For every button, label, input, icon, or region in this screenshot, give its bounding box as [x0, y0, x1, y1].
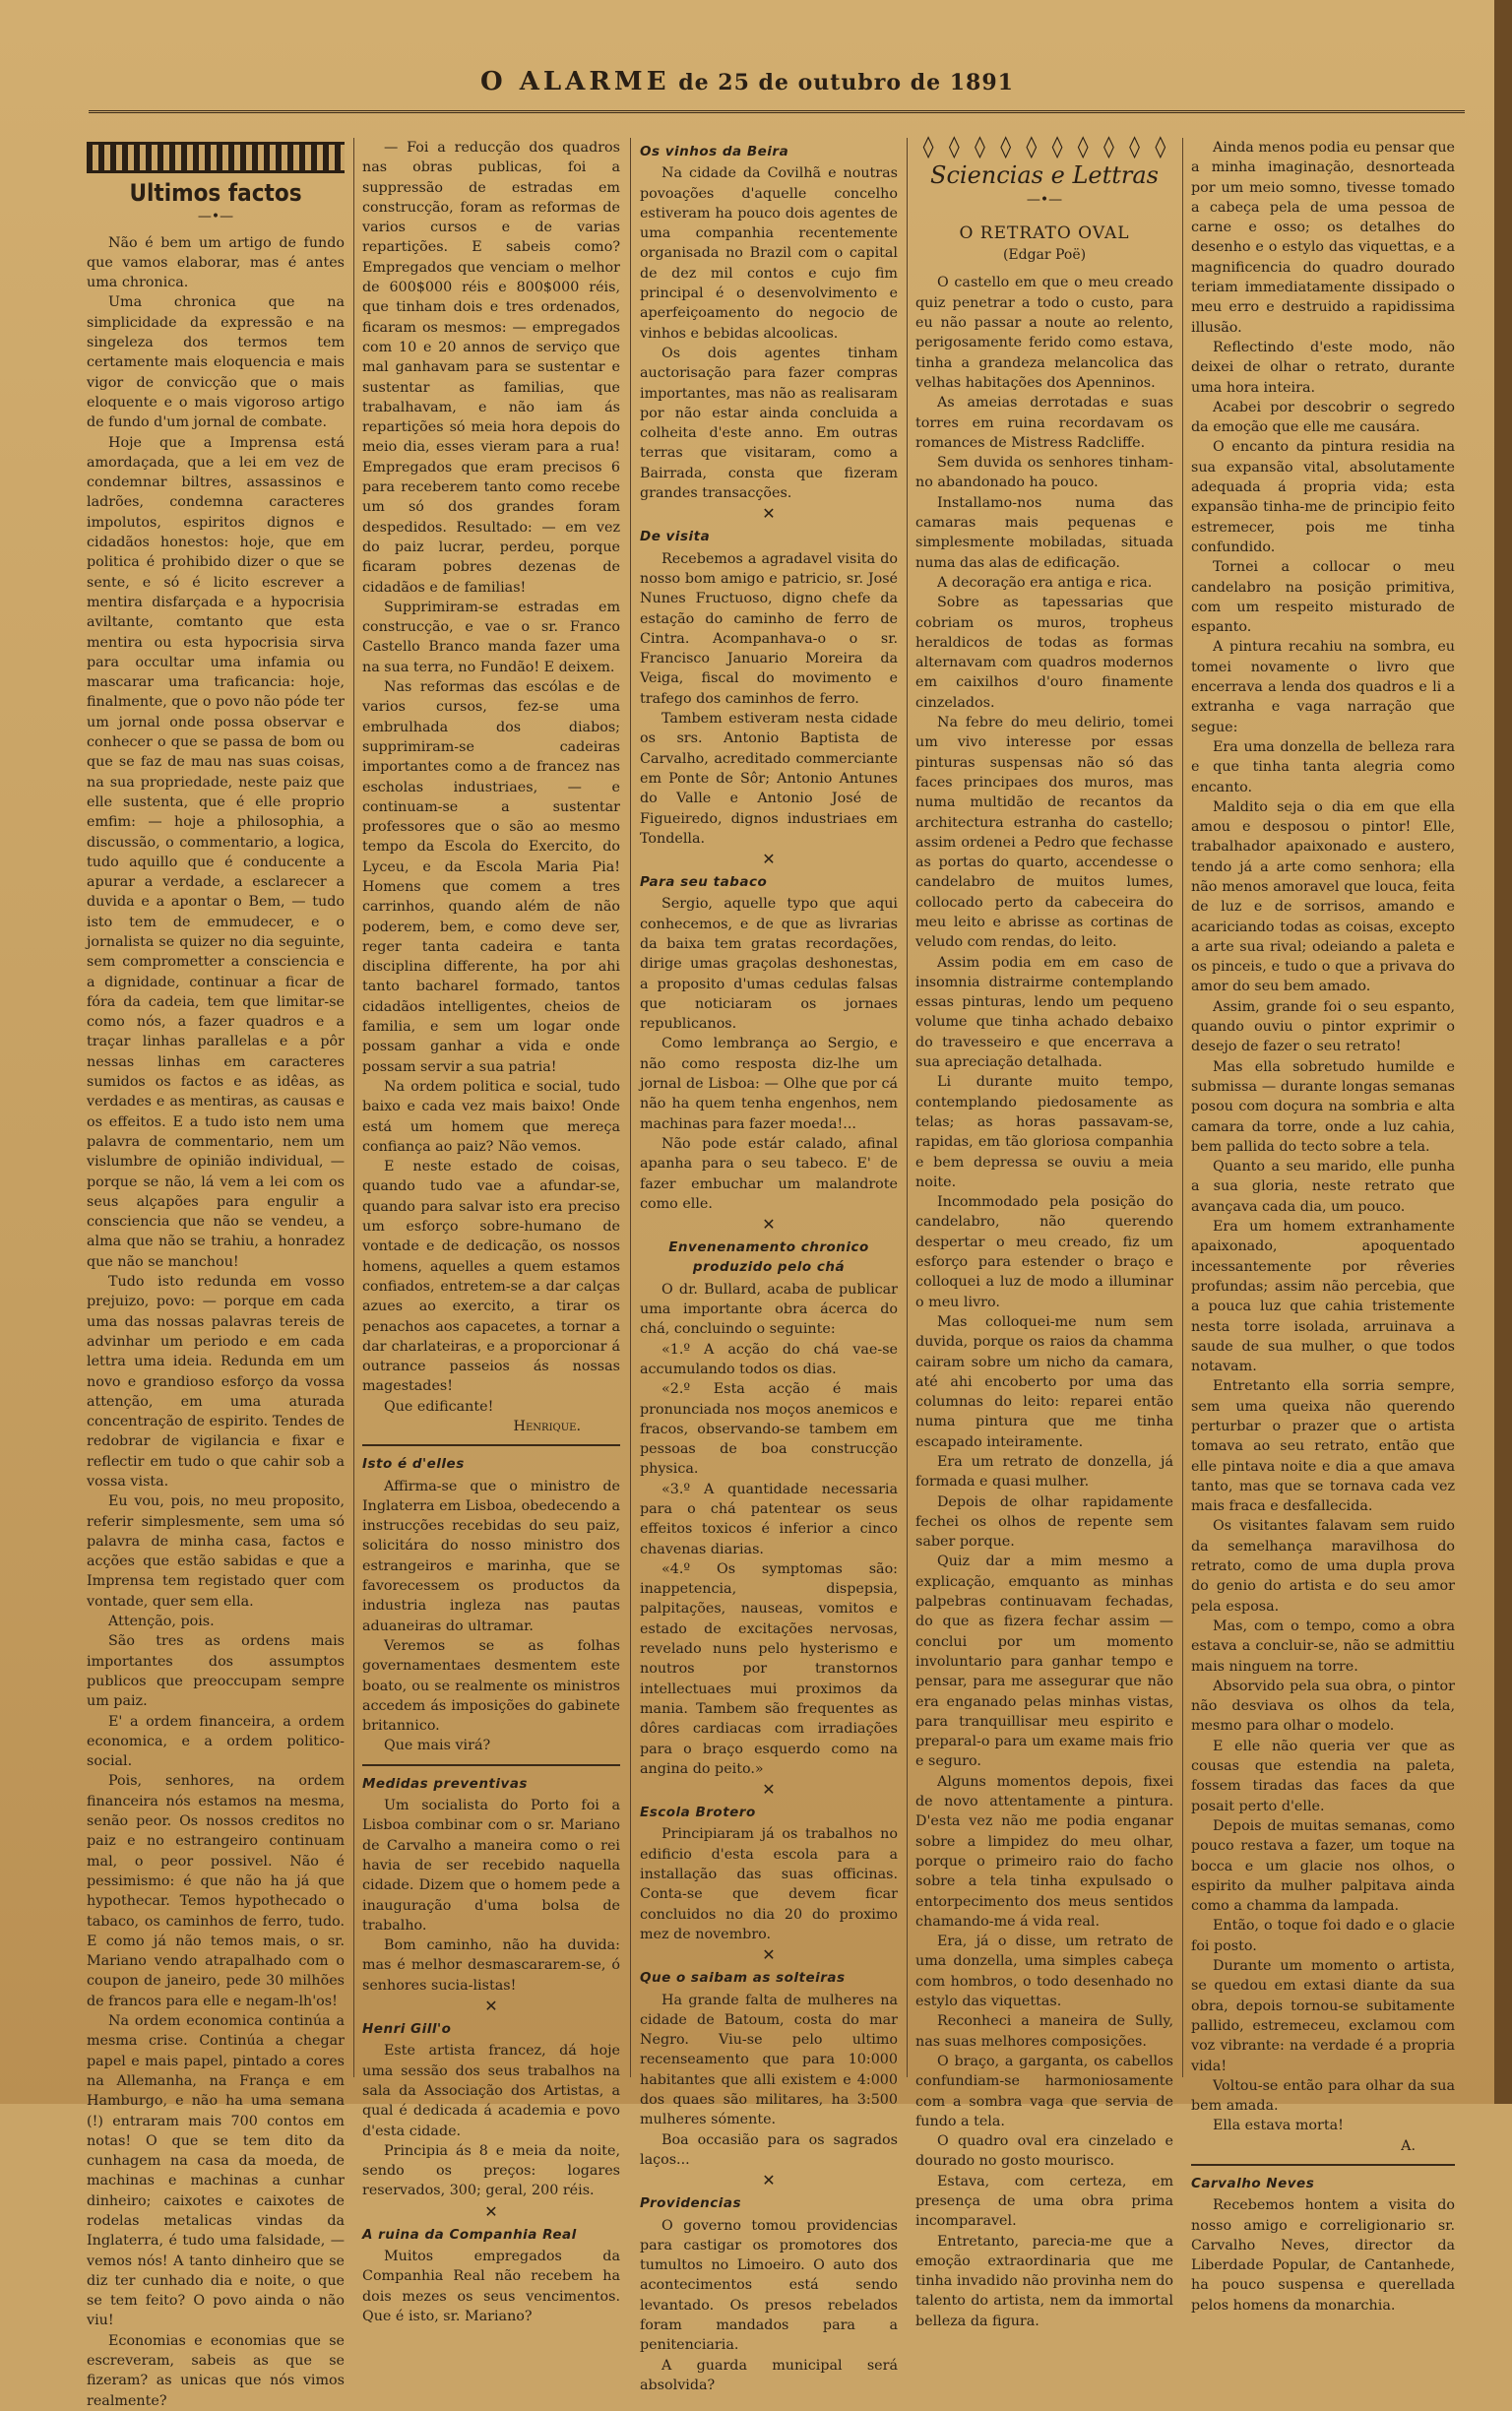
paragraph: Mas ella sobretudo humilde e submissa — durante longas semanas posou com doçura na sombria e alta camara da torre, onde a luz cahia, bem pallida do tecto sobre a tela.: [1191, 1058, 1455, 1155]
ornament-rings: ◊ ◊ ◊ ◊ ◊ ◊ ◊ ◊ ◊ ◊: [922, 135, 1166, 159]
paragraph: Depois de muitas semanas, como pouco restava a fazer, um toque na bocca e um glacie nos olhos, o espirito da mulher palpitava ainda como a chamma da lampada.: [1191, 1817, 1455, 1915]
section-body: [640, 163, 898, 503]
section-body: [1191, 2195, 1455, 2316]
paragraph: Este artista francez, dá hoje uma sessão dos seus trabalhos na sala da Associação dos Artistas, a qual é dedicada á academia e povo d'esta cidade.: [362, 2043, 620, 2139]
column-5: [1191, 138, 1455, 2314]
paragraph: Os visitantes falavam sem ruido da semelhança maravilhosa do retrato, como de uma dupla prova do genio do artista e do seu amor pela esposa.: [1191, 1518, 1455, 1615]
paragraph: Que mais virá?: [384, 1738, 491, 1754]
paper-name: O ALARME: [480, 67, 670, 96]
paragraph: Incommodado pela posição do candelabro, não querendo despertar o meu creado, fiz um esforço para estender o braço e colloquei a luz de modo a illuminar o meu livro.: [915, 1194, 1173, 1310]
paragraph: Bom caminho, não ha duvida: mas é melhor desmascararem-se, ó senhores sucia-listas!: [362, 1937, 620, 1994]
paragraph: O castello em que o meu creado quiz penetrar a todo o custo, para eu não passar a noute ao relento, perigosamente ferido como estava, tinha a grandeza melancolica das velhas habitações dos Apenninos.: [915, 275, 1173, 391]
paragraph: Principiaram já os trabalhos no edificio d'esta escola para a installação das suas officinas. Conta-se que devem ficar concluidos no dia 20 do proximo mez de novembro.: [640, 1826, 898, 1942]
paragraph: A pintura recahiu na sombra, eu tomei novamente o livro que encerrava a lenda dos quadros e li a extranha e vaga narração que segue:: [1191, 639, 1455, 735]
cross-separator: ✕: [484, 1997, 498, 2016]
paragraph: O dr. Bullard, acaba de publicar uma importante obra ácerca do chá, concluindo o seguinte:: [640, 1281, 898, 1338]
column-3: [640, 138, 898, 2393]
paragraph: Tornei a collocar o meu candelabro na posição primitiva, com um respeito misturado de espanto.: [1191, 559, 1455, 636]
section-body: [640, 1991, 898, 2171]
paragraph: Recebemos hontem a visita do nosso amigo e correligionario sr. Carvalho Neves, director da Liberdade Popular, de Cantanhede, ha pouco suspensa e querellada pelos homens da monarchia.: [1191, 2197, 1455, 2314]
section-body: [640, 2216, 898, 2396]
story-title: O RETRATO OVAL: [959, 222, 1130, 243]
paragraph: E neste estado de coisas, quando tudo vae a afundar-se, quando para salvar isto era preciso um esforço sobre-humano de vontade e de dedicação, os nossos homens, aquelles a quem estamos confiados, entretem-se a dar calças azues ao exercito, a tirar os penachos aos capacetes, a tornar a dar charlateiras, e a proporcionar á outrance passeios ás nossas magestades!: [362, 1159, 620, 1395]
paragraph: Não é bem um artigo de fundo que vamos elaborar, mas é antes uma chronica.: [87, 234, 345, 291]
section-title: Envenenamento chronico produzido pelo chá: [668, 1239, 869, 1276]
divider: [362, 1444, 620, 1446]
paragraph: Era uma donzella de belleza rara e que tinha tanta alegria como encanto.: [1191, 738, 1455, 795]
paragraph: «2.º Esta acção é mais pronunciada nos moços anemicos e fracos, observando-se tambem em pessoas de boa construcção physica.: [640, 1381, 898, 1478]
section-body: [640, 1280, 898, 1779]
paragraph: Reflectindo d'este modo, não deixei de olhar o retrato, durante uma hora inteira.: [1191, 339, 1455, 396]
article-title: Ultimos factos: [129, 179, 302, 207]
divider: —•—: [197, 209, 234, 225]
cross-separator: ✕: [762, 1215, 776, 1235]
story-author: (Edgar Poë): [1002, 247, 1087, 264]
section-title: Os vinhos da Beira: [640, 144, 789, 159]
paragraph: Na cidade da Covilhã e noutras povoações d'aquelle concelho estiveram ha pouco dois agentes de uma companhia recentemente organisada no Brazil com o capital de dez mil contos e cujo fim principal é o desenvolvimento e aperfeiçoamento do negocio de vinhos e bebidas alcoolicas.: [640, 165, 898, 342]
column-2: [362, 138, 620, 2324]
section-body: [640, 894, 898, 1214]
paragraph: A guarda municipal será absolvida?: [640, 2357, 898, 2393]
section-title: De visita: [640, 529, 711, 545]
cross-separator: ✕: [762, 1945, 776, 1965]
paragraph: Na ordem economica continúa a mesma crise. Continúa a chegar papel e mais papel, pintado a cores na Allemanha, na França e em Hamburgo, e não ha uma semana (!) entraram mais 700 contos em notas! O que se tem dito da cunhagem na casa da moeda, de machinas e machinas a cunhar dinheiro; caixotes e caixotes de rodelas metalicas vindas da Inglaterra, é tudo uma falsidade, — vemos nós! A tanto dinheiro que se diz ter cunhado dia e noite, o que se tem feito? O povo ainda o não viu!: [87, 2013, 345, 2329]
paragraph: Durante um momento o artista, se quedou em extasi diante da sua obra, depois tornou-se subitamente pallido, estremeceu, exclamou com voz vibrante: na verdade é a propria vida!: [1191, 1958, 1455, 2074]
paragraph: O encanto da pintura residia na sua expansão vital, absolutamente adequada á propria vida; esta expansão tinha-me de principio feito estremecer, pois me tinha confundido.: [1191, 439, 1455, 555]
paragraph: Um socialista do Porto foi a Lisboa combinar com o sr. Mariano de Carvalho a maneira como o rei havia de ser recebido naquella cidade. Dizem que o homem pede a inauguração d'uma bolsa de trabalho.: [362, 1798, 620, 1934]
column-rule: [630, 138, 631, 2077]
section-body: [640, 1824, 898, 1944]
paragraph: Na ordem politica e social, tudo baixo e cada vez mais baixo! Onde está um homem que mereça confiança ao paiz? Não vemos.: [362, 1078, 620, 1155]
paragraph: Affirma-se que o ministro de Inglaterra em Lisboa, obedecendo a instrucções recebidas do seu paiz, solicitára do nosso ministro dos estrangeiros e marinha, que se favorecessem os productos da industria ingleza nas pautas aduaneiras do ultramar.: [362, 1478, 620, 1634]
paragraph: Pois, senhores, na ordem financeira nós estamos na mesma, senão peor. Os nossos creditos no paiz e no estrangeiro continuam mal, o peor possivel. Não é pessimismo: é que não ha já que hypothecar. Temos hypothecado o tabaco, os caminhos de ferro, tudo. E como já não temos mais, o sr. Mariano vendo atrapalhado com o coupon de janeiro, pede 30 milhões de francos para elle e negam-lh'os!: [87, 1773, 345, 2009]
masthead-rule: [89, 110, 1465, 113]
paragraph: Quanto a seu marido, elle punha a sua gloria, neste retrato que avançava cada dia, um pouco.: [1191, 1159, 1455, 1215]
column-rule: [907, 138, 908, 2077]
column-rule: [1182, 138, 1183, 2077]
paragraph: Reconheci a maneira de Sully, nas suas melhores composições.: [915, 2013, 1173, 2050]
paragraph: Nas reformas das escólas e de varios cursos, fez-se uma embrulhada dos diabos; supprimiram-se cadeiras importantes como a de francez nas escholas industriaes, — e continuam-se a sustentar professores que o são ao mesmo tempo da Escola do Exercito, do Lyceu, e da Escola Maria Pia! Homens que comem a tres carrinhos, quando além de não poderem, bem, e como deve ser, reger tanta cadeira e tanta disciplina differente, ha por ahi tanto bacharel formado, tantos cidadãos intelligentes, cheios de familia, e sem um logar onde possam ganhar a vida e onde possam servir a sua patria!: [362, 679, 620, 1075]
paragraph: E elle não queria ver que as cousas que estendia na paleta, fossem tiradas das faces da que posait perto d'elle.: [1191, 1738, 1455, 1814]
paragraph: Sobre as tapessarias que cobriam os muros, tropheus heraldicos de todas as formas alternavam com quadros modernos em caixilhos d'ouro finamente cinzelados.: [915, 595, 1173, 711]
paragraph: Então, o toque foi dado e o glacie foi posto.: [1191, 1918, 1455, 1954]
paragraph: Entretanto, parecia-me que a emoção extraordinaria que me tinha invadido não provinha nem do talento do artista, nem da immortal belleza da figura.: [915, 2233, 1173, 2329]
paragraph: Tambem estiveram nesta cidade os srs. Antonio Baptista de Carvalho, acreditado commerciante em Ponte de Sôr; Antonio Antunes do Valle e Antonio José de Figueiredo, dignos industriaes em Tondella.: [640, 711, 898, 847]
paragraph: Mas colloquei-me num sem duvida, porque os raios da chamma cairam sobre um nicho da camara, até ahi encoberto por uma das columnas do leito: reparei então numa pintura que me tinha escapado inteiramente.: [915, 1313, 1173, 1450]
column-rule: [353, 138, 354, 2077]
paragraph: A decoração era antiga e rica.: [937, 574, 1153, 591]
paragraph: Estava, com certeza, em presença de uma obra prima incomparavel.: [915, 2173, 1173, 2230]
section-body: [362, 1477, 620, 1756]
paragraph: Muitos empregados da Companhia Real não recebem ha dois mezes os seus vencimentos. Que é isto, sr. Mariano?: [362, 2248, 620, 2324]
signature: A.: [1401, 2137, 1416, 2154]
section-title: Providencias: [640, 2195, 742, 2212]
masthead: [0, 67, 1494, 96]
paragraph: Era, já o disse, um retrato de uma donzella, uma simples cabeça com hombros, o todo desenhado no estylo das viquettas.: [915, 1934, 1173, 2010]
section-body: [362, 1796, 620, 1996]
paragraph: Voltou-se então para olhar da sua bem amada.: [1191, 2077, 1455, 2115]
section-body: [640, 549, 898, 849]
paragraph: Não pode estár calado, afinal apanha para o seu tabeco. E' de fazer embuchar um malandrote como elle.: [640, 1135, 898, 1212]
paragraph: — Foi a reducção dos quadros nas obras publicas, foi a suppressão de estradas em construcção, foram as reformas de varios cursos e de varias repartições. E sabeis como? Empregados que venciam o melhor de 600$000 réis e 800$000 réis, que tinham dois e tres ordenados, ficaram os mesmos: — empregados com 10 e 20 annos de serviço que mal ganhavam para se sustentar e sustentar as familias, que trabalhavam, e não iam ás repartições só meia hora depois do meio dia, esses vieram para a rua! Empregados que eram precisos 6 para receberem tanto como recebe um só dos grandes foram despedidos. Resultado: — em vez do paiz lucrar, perdeu, porque ficaram pobres dezenas de cidadãos e de familias!: [362, 140, 620, 596]
paragraph: Tudo isto redunda em vosso prejuizo, povo: — porque em cada uma das nossas palavras tereis de advinhar um periodo e em cada lettra uma ideia. Redunda em um novo e grandioso esforço da vossa attenção, em uma aturada concentração de espirito. Tendes de redobrar de vigilancia e fixar e reflectir em tudo o que cahir sob a vossa vista.: [87, 1274, 345, 1490]
paragraph: Sergio, aquelle typo que aqui conhecemos, e de que as livrarias da baixa tem gratas recordações, dirige umas graçolas deshonestas, a proposito d'umas cedulas falsas que noticiaram os jornaes republicanos.: [640, 896, 898, 1033]
cross-separator: ✕: [762, 504, 776, 524]
paragraph: Acabei por descobrir o segredo da emoção que elle me causára.: [1191, 399, 1455, 436]
cross-separator: ✕: [762, 2171, 776, 2190]
paragraph: Na febre do meu delirio, tomei um vivo interesse por essas pinturas suspensas não só das faces principaes dos muros, mas numa multidão de recantos da architectura estranha do castello; assim ordenei a Pedro que fechasse as portas do quarto, accendesse o candelabro de muitos lumes, collocado perto da cabeceira do meu leito e abrisse as cortinas de veludo com rendas, do leito.: [915, 715, 1173, 951]
paragraph: O braço, a garganta, os cabellos confundiam-se harmoniosamente com a sombra vaga que servia de fundo a tela.: [915, 2053, 1173, 2129]
signature: Henrique.: [513, 1419, 581, 1434]
paragraph: Eu vou, pois, no meu proposito, referir simplesmente, sem uma só palavra de minha casa, factos e acções que estão sabidas e que a Imprensa tem registado quer com vontade, quer sem ella.: [87, 1493, 345, 1610]
paragraph: Attenção, pois.: [108, 1614, 215, 1630]
section-title: Que o saibam as solteiras: [640, 1970, 846, 1987]
paragraph: O governo tomou providencias para castigar os promotores dos tumultos no Limoeiro. O auto dos acontecimentos está sendo levantado. Os presos rebelados foram mandados para a penitenciaria.: [640, 2217, 898, 2354]
paragraph: Installamo-nos numa das camaras mais pequenas e simplesmente mobiladas, situada numa das alas de edificação.: [915, 494, 1173, 571]
issue-date: de 25 de outubro de 1891: [678, 70, 1014, 95]
paragraph: Uma chronica que na simplicidade da expressão e na singeleza dos termos tem certamente mais eloquencia e mais vigor de convicção que o mais eloquente e o mais vigoroso artigo de fundo d'um jornal de combate.: [87, 294, 345, 431]
paragraph: Hoje que a Imprensa está amordaçada, que a lei em vez de condemnar biltres, assassinos e ladrões, condemna caracteres impolutos, espiritos dignos e cidadãos honestos: hoje, que em politica é prohibido dizer o que se sente, e só é licito escrever a mentira disfarçada e a hypocrisia aviltante, comtanto que esta mentira ou esta hypocrisia sirva para occultar uma infamia ou mascarar uma traficancia: hoje, finalmente, que o povo não póde ter um jornal onde possa observar e conhecer o que se passa de bom ou que se faz de mau nas suas coisas, na sua propriedade, neste paiz que elle sustenta, que é elle proprio emfim: — hoje a philosophia, a discussão, o commentario, a logica, tudo aquillo que é conducente a apurar a verdade, a esclarecer a duvida e a apontar o Bem, — tudo isto tem de emmudecer, e o jornalista se quizer no dia seguinte, sem comprometter a consciencia e a dignidade, continuar a ficar de fóra da cadeia, tem que limitar-se como nós, a fazer quadros e a traçar linhas parallelas e a pôr nessas linhas em caracteres sumidos os factos e as idêas, as verdades e as mentiras, as causas e os effeitos. E a tudo isto nem uma palavra de commentario, nem um vislumbre de opinião individual, — porque se não, lá vem a lei com os seus alçapões para engulir a consciencia que não se vendeu, a alma que não se trahiu, a honradez que não se manchou!: [87, 434, 345, 1270]
paragraph: Como lembrança ao Sergio, e não como resposta diz-lhe um jornal de Lisboa: — Olhe que por cá não ha quem tenha engenhos, nem machinas para fazer moeda!...: [640, 1036, 898, 1132]
paragraph: Veremos se as folhas governamentaes desmentem este boato, ou se realmente os ministros accedem ás imposições do gabinete britannico.: [362, 1637, 620, 1735]
paragraph: Ainda menos podia eu pensar que a minha imaginação, desnorteada por um meio somno, tivesse tomado a cabeça pela de uma pessoa de carne e osso; os detalhes do desenho e o estylo das viquettas, e a magnificencia do quadro dourado teriam immediatamente dissipado o meu erro e destruido a rapidissima illusão.: [1191, 140, 1455, 336]
column-1: [87, 138, 345, 2409]
paragraph: Recebemos a agradavel visita do nosso bom amigo e patricio, sr. José Nunes Fructuoso, digno chefe da estação do caminho de ferro de Cintra. Acompanhava-o o sr. Francisco Januario Moreira da Veiga, fiscal do movimento e trafego dos caminhos de ferro.: [640, 550, 898, 707]
section-title: Para seu tabaco: [640, 874, 768, 891]
paragraph: O quadro oval era cinzelado e dourado no gosto mourisco.: [915, 2133, 1173, 2170]
paragraph: Ha grande falta de mulheres na cidade de Batoum, costa do mar Negro. Viu-se pelo ultimo recenseamento que para 10:000 habitantes que alli existem e 4:000 dos quaes são militares, ha 3:500 mulheres sómente.: [640, 1992, 898, 2128]
section-body: [362, 2041, 620, 2200]
paragraph: Os dois agentes tinham auctorisação para fazer compras importantes, mas não as realisaram por não estar ainda concluida a colheita d'este anno. Em outras terras que visitaram, como a Bairrada, consta que fizeram grandes transacções.: [640, 345, 898, 502]
section-body: [362, 2247, 620, 2326]
article-body: [87, 233, 345, 2411]
paragraph: Assim, grande foi o seu espanto, quando ouviu o pintor exprimir o desejo de fazer o seu retrato!: [1191, 998, 1455, 1055]
paragraph: Quiz dar a mim mesmo a explicação, emquanto as minhas palpebras continuavam fechadas, do que as fizera fechar assim — conclui por um momento involuntario para ganhar tempo e pensar, para me assegurar que não era enganado pelas minhas vistas, para tranquillisar meu espirito e preparal-o para um exame mais frio e seguro.: [915, 1554, 1173, 1770]
paragraph: Era um retrato de donzella, já formada e quasi mulher.: [915, 1454, 1173, 1491]
cross-separator: ✕: [484, 2201, 498, 2221]
paragraph: Supprimiram-se estradas em construcção, e vae o sr. Franco Castello Branco manda fazer uma na sua terra, no Fundão! E deixem.: [362, 599, 620, 675]
paragraph: Alguns momentos depois, fixei de novo attentamente a pintura. D'esta vez não me podia enganar sobre a limpidez do meu olhar, porque o primeiro raio do facho sobre a tela tinha expulsado o entorpecimento dos meus sentidos chamando-me á vida real.: [915, 1773, 1173, 1930]
cross-separator: ✕: [762, 1780, 776, 1800]
article-body: [362, 138, 620, 1417]
section-title: Carvalho Neves: [1191, 2175, 1315, 2191]
divider: [1191, 2164, 1455, 2166]
paragraph: Sem duvida os senhores tinham-no abandonado ha pouco.: [915, 455, 1173, 491]
divider: [362, 1764, 620, 1766]
section-heading: Sciencias e Lettras: [930, 161, 1159, 190]
section-title: Isto é d'elles: [362, 1456, 465, 1473]
paragraph: As ameias derrotadas e suas torres em ruina recordavam os romances de Mistress Radcliffe.: [915, 395, 1173, 451]
paragraph: São tres as ordens mais importantes dos assumptos publicos que preoccupam sempre um paiz.: [87, 1633, 345, 1710]
section-title: Henri Gill'o: [362, 2021, 452, 2038]
section-title: Escola Brotero: [640, 1805, 756, 1821]
story-body: [915, 273, 1173, 2331]
paragraph: Absorvido pela sua obra, o pintor não desviava os olhos da tela, mesmo para olhar o modelo.: [1191, 1678, 1455, 1735]
paragraph: «3.º A quantidade necessaria para o chá patentear os seus effeitos toxicos é inferior a cinco chavenas diarias.: [640, 1481, 898, 1557]
divider: —•—: [1026, 191, 1063, 208]
paragraph: Principia ás 8 e meia da noite, sendo os preços: logares reservados, 300; geral, 200 réis.: [362, 2142, 620, 2199]
paragraph: «1.º A acção do chá vae-se accumulando todos os dias.: [640, 1341, 898, 1377]
section-title: Medidas preventivas: [362, 1775, 528, 1792]
paragraph: E' a ordem financeira, a ordem economica, e a ordem politico-social.: [87, 1713, 345, 1770]
paragraph: Mas, com o tempo, como a obra estava a concluir-se, não se admittiu mais ninguem na torre.: [1191, 1618, 1455, 1675]
paragraph: Maldito seja o dia em que ella amou e desposou o pintor! Elle, trabalhador apaixonado e austero, tendo já a arte como senhora; ella não menos amoravel que louca, feita de luz e de sorrisos, amando e acariciando todas as coisas, excepto a arte sua rival; odeiando a paleta e os pinceis, e tudo o que a privava do amor do seu bem amado.: [1191, 798, 1455, 995]
paragraph: Era um homem extranhamente apaixonado, apoquentado incessantemente por rêveries profundas; assim não percebia, que a pouca luz que cahia tristemente nesta torre isolada, arruinava a saude de sua mulher, o que todos notavam.: [1191, 1219, 1455, 1375]
paragraph: Economias e economias que se escreveram, sabeis as que se fizeram? as unicas que nós vimos realmente?: [87, 2332, 345, 2409]
paragraph: Ella estava morta!: [1213, 2118, 1344, 2134]
paragraph: Boa occasião para os sagrados laços...: [640, 2131, 898, 2168]
section-title: A ruina da Companhia Real: [362, 2226, 577, 2243]
paragraph: Que edificante!: [384, 1398, 494, 1415]
story-body: [1191, 138, 1455, 2136]
cross-separator: ✕: [762, 850, 776, 869]
paragraph: Entretanto ella sorria sempre, sem uma queixa não querendo perturbar o prazer que o artista tomava ao seu retrato, então que elle pintava noite e dia a que amava tanto, mas que se tornava cada vez mais fraca e desfallecida.: [1191, 1378, 1455, 1515]
paragraph: Assim podia em em caso de insomnia distrairme contemplando essas pinturas, lendo um pequeno volume que tinha achado debaixo do travesseiro e que encerrava a sua apreciação detalhada.: [915, 954, 1173, 1071]
paragraph: Li durante muito tempo, contemplando piedosamente as telas; as horas passavam-se, rapidas, em tão gloriosa companhia e bem depressa se ouviu a meia noite.: [915, 1074, 1173, 1190]
ornament-band: [87, 142, 345, 173]
paragraph: «4.º Os symptomas são: inappetencia, dispepsia, palpitações, nauseas, vomitos e estado de excitações nervosas, revelado nuns pelo hysterismo e noutros por transtornos intellectuaes mui proximos da mania. Tambem são frequentes as dôres cardiacas com irradiações para o braço esquerdo como na angina do peito.»: [640, 1560, 898, 1777]
paragraph: Depois de olhar rapidamente fechei os olhos de repente sem saber porque.: [915, 1493, 1173, 1551]
column-4: [915, 135, 1173, 2329]
